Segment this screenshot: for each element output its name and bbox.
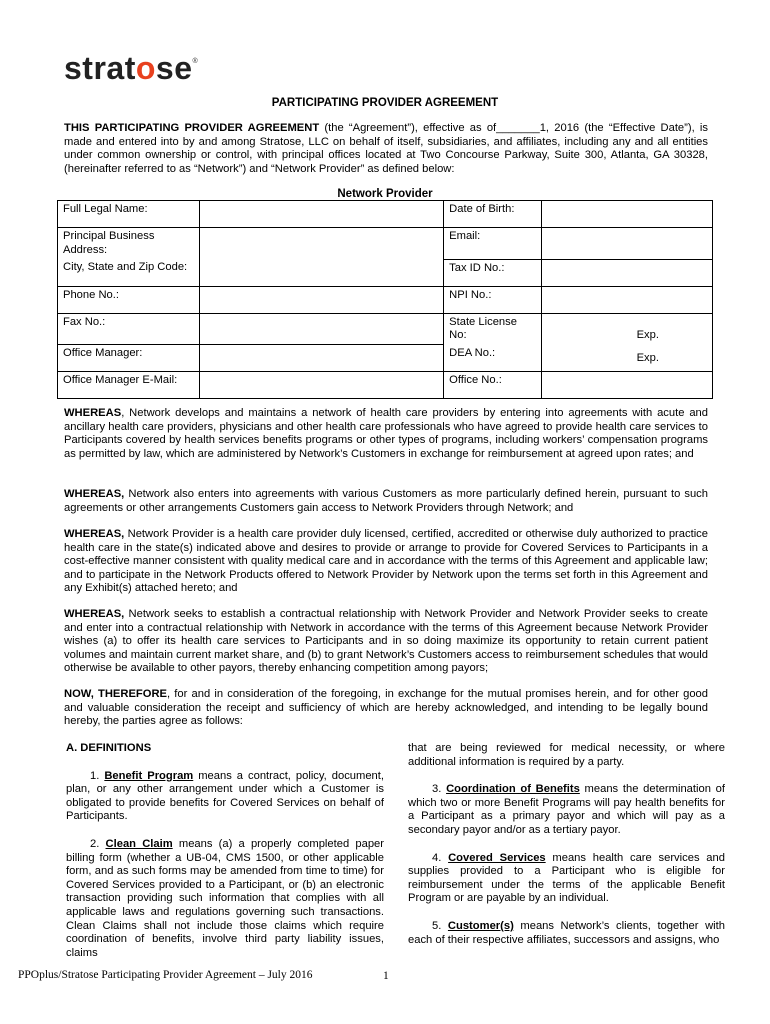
npi-label: NPI No.: xyxy=(449,288,492,301)
full-legal-name-field[interactable] xyxy=(199,201,443,228)
state-license-label: State License No: xyxy=(449,315,517,341)
office-no-label: Office No.: xyxy=(449,374,502,386)
definition-clean-claim-continued: that are being reviewed for medical necessity, or where additional information is required by a party. xyxy=(408,742,725,768)
office-manager-email-label: Office Manager E-Mail: xyxy=(63,374,178,386)
office-no-field[interactable] xyxy=(541,372,712,399)
state-license-field[interactable] xyxy=(541,313,712,345)
now-therefore-paragraph: NOW, THEREFORE, for and in consideration of the foregoing, in exchange for the mutual promises herein, and for other good and valuable consideration the receipt and sufficiency of which are hereby acknowledged, and intending to be legally bound hereby, the parties agree as follows: xyxy=(64,688,708,728)
stratose-logo: stratose® xyxy=(64,50,199,86)
phone-label: Phone No.: xyxy=(63,288,119,301)
city-state-zip-label: City, State and Zip Code: xyxy=(63,261,188,273)
phone-field[interactable] xyxy=(199,286,443,313)
definition-customers: 5. Customer(s) means Network’s clients, together with each of their respective affiliates, successors and assigns, who xyxy=(408,919,725,946)
tax-id-field[interactable] xyxy=(541,259,712,286)
city-state-zip-field[interactable] xyxy=(199,259,443,286)
whereas-paragraph-1: WHEREAS, Network develops and maintains a network of health care providers by entering into agreements with acute and ancillary health care providers, physicians and other health care professionals who have agreed to provide health care services to Participants covered by health services benefits programs or other types of programs, including workers’ compensation programs as permitted by law, which are administered by Network’s Customers in exchange for reimbursement at agreed upon rates; and xyxy=(64,407,708,460)
office-manager-field[interactable] xyxy=(199,345,443,372)
page-footer: PPOplus/Stratose Participating Provider Agreement – July 2016 xyxy=(18,969,313,981)
whereas-paragraph-4: WHEREAS, Network seeks to establish a contractual relationship with Network Provider and Network Provider seeks to create and enter into a contractual relationship with Network in accordance with the terms of this Agreement because Network Provider wishes (a) to offer its health care services to Participants and in so doing maximize its opportunity to retain current patient volumes and maintain current market share, and (b) to grant Network’s Customers access to reimbursement schedules that would otherwise be available to other payors, thereby enhancing competition among payors; xyxy=(64,608,708,675)
dea-exp-label: Exp. xyxy=(636,351,659,364)
whereas-paragraph-2: WHEREAS, Network also enters into agreements with various Customers as more particularly defined herein, pursuant to such agreements or other arrangements Customers gain access to Network Providers through Network; and xyxy=(64,488,708,514)
fax-label: Fax No.: xyxy=(63,315,106,328)
office-manager-email-field[interactable] xyxy=(199,372,443,399)
definitions-right-column xyxy=(408,742,725,947)
definition-coordination-of-benefits: 3. Coordination of Benefits means the determination of which two or more Benefit Programs will pay health benefits for a Participant as a primary payor and which will pay as a secondary payor and/or as a tertiary payor. xyxy=(408,783,725,836)
dea-label: DEA No.: xyxy=(449,346,496,359)
page-number: 1 xyxy=(383,970,389,982)
business-address-field[interactable] xyxy=(199,228,443,260)
license-exp-label: Exp. xyxy=(636,328,659,341)
definition-benefit-program: 1. Benefit Program means a contract, policy, document, plan, or any other arrangement under which a Customer is obligated to provide benefits for Covered Services on behalf of Participants. xyxy=(66,769,385,823)
office-manager-label: Office Manager: xyxy=(63,347,143,359)
definition-covered-services: 4. Covered Services means health care services and supplies provided to a Participant who is eligible for reimbursement under the terms of the applicable Benefit Program or are payable by an individual. xyxy=(408,851,725,905)
fax-field[interactable] xyxy=(199,313,443,345)
network-provider-heading: Network Provider xyxy=(337,188,433,200)
whereas-paragraph-3: WHEREAS, Network Provider is a health care provider duly licensed, certified, accredited or otherwise duly authorized to practice health care in the state(s) indicated above and desires to provide or arrange to provide for Covered Services to Participants in a cost-effective manner consistent with quality medical care and in accordance with the terms of this Agreement and applicable law; and to participate in the Network Products offered to Network Provider by Network upon the terms set forth in this Agreement and any Exhibit(s) attached hereto; and xyxy=(64,528,708,595)
definitions-heading: A. DEFINITIONS xyxy=(66,742,152,754)
npi-field[interactable] xyxy=(541,286,712,313)
business-address-label: Principal Business Address: xyxy=(63,230,155,256)
dea-field[interactable] xyxy=(541,345,712,372)
network-provider-form xyxy=(57,200,713,399)
tax-id-label: Tax ID No.: xyxy=(449,261,505,274)
full-legal-name-label: Full Legal Name: xyxy=(63,203,148,215)
date-of-birth-field[interactable] xyxy=(541,201,712,228)
date-of-birth-label: Date of Birth: xyxy=(449,203,515,215)
document-title: PARTICIPATING PROVIDER AGREEMENT xyxy=(271,97,499,109)
email-label: Email: xyxy=(449,230,481,242)
email-field[interactable] xyxy=(541,228,712,260)
intro-paragraph: THIS PARTICIPATING PROVIDER AGREEMENT (the “Agreement”), effective as of_______1, 2016 (the “Effective Date”), is made and entered into by and among Stratose, LLC on behalf of itself, subsidiaries, and affiliates, including any and all entities under common ownership or control, with principal offices located at Two Concourse Parkway, Suite 300, Atlanta, GA 30328, (hereinafter referred to as “Network”) and “Network Provider” as defined below: xyxy=(64,122,709,175)
definitions-left-column xyxy=(66,742,384,960)
definition-clean-claim: 2. Clean Claim means (a) a properly completed paper billing form (whether a UB-04, CMS 1500, or other applicable form, and as such forms may be amended from time to time) for Covered Services provided to a Participant, or (b) an electronic transaction providing such information that complies with all applicable laws and regulations governing such transactions. Clean Claims shall not include those claims which require coordination of benefits, involve third party liability issues, claims xyxy=(66,837,384,959)
